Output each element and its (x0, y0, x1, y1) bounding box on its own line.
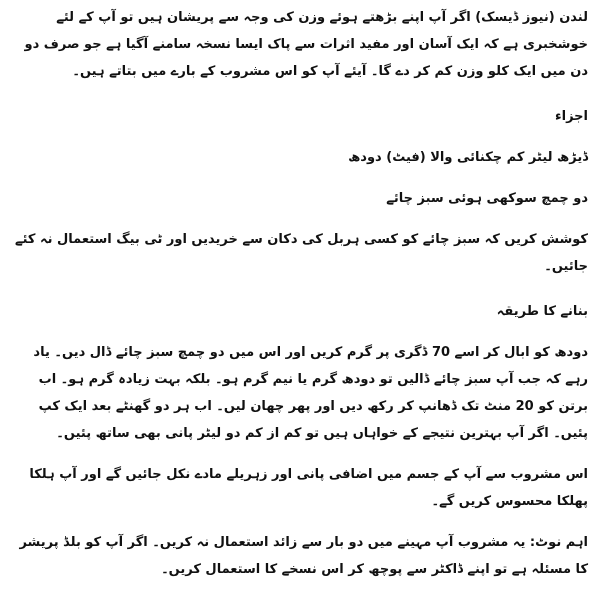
effect-paragraph: اس مشروب سے آپ کے جسم میں اضافی پانی اور زہریلے مادے نکل جائیں گے اور آپ ہلکا پھلکا محسوس کریں گے۔ (29, 467, 588, 509)
tip-paragraph: کوشش کریں کہ سبز چائے کو کسی ہربل کی دکان سے خریدیں اور ٹی بیگ استعمال نہ کئے جائیں۔ (14, 232, 588, 274)
ingredient-milk: ڈیڑھ لیٹر کم چکنائی والا (فیٹ) دودھ (348, 150, 588, 165)
ingredient-green-tea: دو چمچ سوکھی ہوئی سبز چائے (386, 191, 588, 206)
method-heading: بنانے کا طریقہ (496, 304, 588, 319)
important-note: اہم نوٹ: یہ مشروب آپ مہینے میں دو بار سے زائد استعمال نہ کریں۔ اگر آپ کو بلڈ پریشر کا مسئلہ ہے تو اپنے ڈاکٹر سے پوچھ کر اس نسخے کا استعمال کریں۔ (19, 535, 588, 577)
ingredients-heading: اجزاء (554, 109, 588, 124)
method-paragraph: دودھ کو ابال کر اسے 70 ڈگری پر گرم کریں اور اس میں دو چمچ سبز چائے ڈال دیں۔ یاد رہے کہ جب آپ سبز چائے ڈالیں تو دودھ گرم یا نیم گرم ہو۔ بلکہ بہت زیادہ گرم ہو۔ اب برتن کو 20 منٹ تک ڈھانپ کر رکھ دیں اور پھر چھان لیں۔ اب ہر دو گھنٹے بعد ایک کپ پئیں۔ اگر آپ بہترین نتیجے کے خواہاں ہیں تو کم از کم دو لیٹر پانی بھی ساتھ پئیں۔ (33, 345, 588, 441)
intro-paragraph: لندن (نیوز ڈیسک) اگر آپ اپنے بڑھتے ہوئے وزن کی وجہ سے پریشان ہیں تو آپ کے لئے خوشخبری ہے کہ ایک آسان اور مفید اثرات سے پاک ایسا نسخہ سامنے آگیا ہے جو صرف دو دن میں ایک کلو وزن کم کر دے گا۔ آیئے آپ کو اس مشروب کے بارے میں بتاتے ہیں۔ (24, 10, 588, 79)
